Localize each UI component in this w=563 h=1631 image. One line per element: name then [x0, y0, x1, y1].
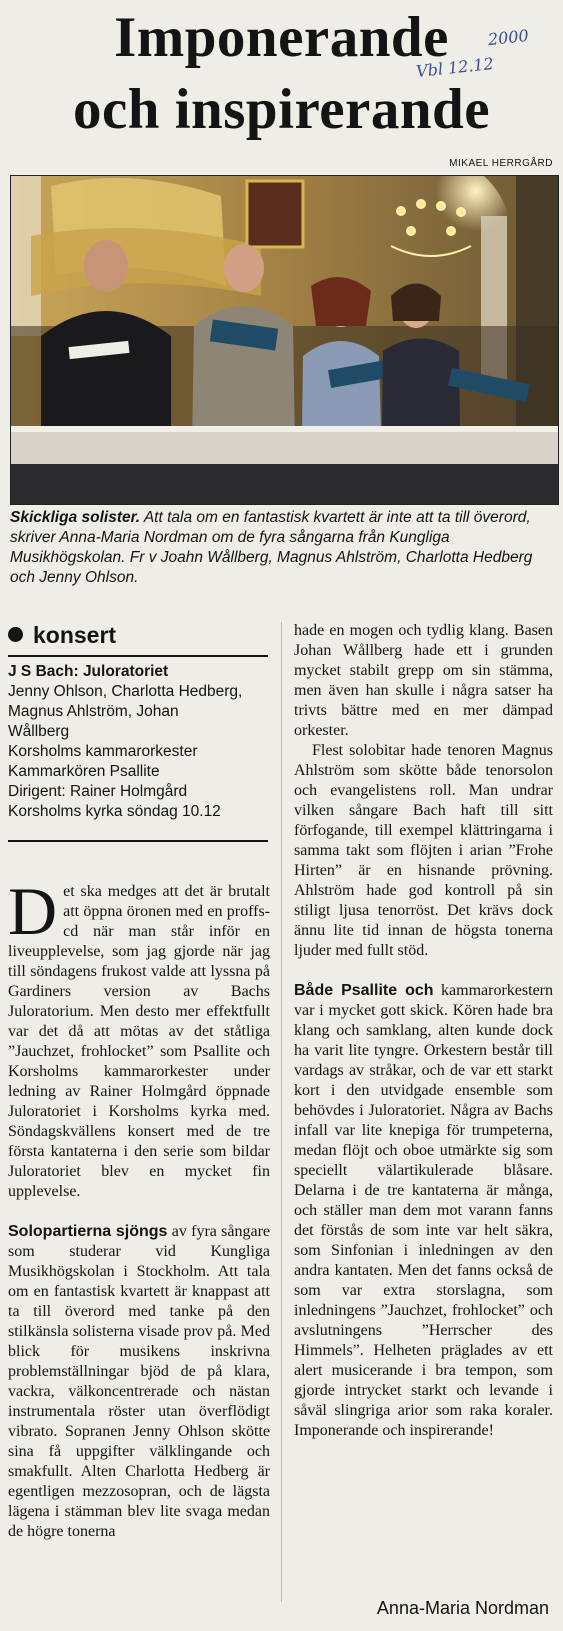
column-divider	[281, 622, 282, 1602]
article-paragraph: Flest solobitar hade tenoren Magnus Ahlström som skötte både tenorsolon och evangelistens roll. Man undrar vilken sångare Bach haft till sitt förfogande, till exempel klättringarna i samma takt som flöjten i arian ”Frohe Hirten” är en hisnande prövning. Ahlström hade god kontroll på sin stiligt ljusa tenorröst. Det krävs dock ännu lite tid innan de högsta tonerna ljuder med fullt stöd.	[294, 742, 553, 959]
paragraph-lead: Solopartierna sjöngs	[8, 1223, 168, 1240]
article-paragraph: Både Psallite och kammarorkestern var i mycket gott skick. Kören hade bra klang och samklang, alten kunde dock ha varit lite tyngre. Orkestern består till vardags av stråkar, och de var ett starkt kort i den utvidgade ensemble som behövdes i Juloratoriet. Några av Bachs infall var lite knepiga för trumpeterna, medan flöjt och oboe utmärkte sig som speciellt välartikulerade blåsare. Delarna i de tre kantaterna är många, och ställer man dem mot varann fanns det förstås de som inte var helt säkra, som Sinfonian i inledningen av den andra kantaten. Men det fanns också de som var extra storslagna, som inledningens ”Jauchzet, frohlocket” och avslutningens ”Herrscher des Himmels”. Helheten präglades av ett alert musicerande i bra tempon, som gjorde intrycket starkt och levande i såväl slingriga arior som raka koraler. Imponerande och inspirerande!	[294, 982, 553, 1439]
section-kicker	[8, 622, 116, 649]
facts-line: Korsholms kyrka söndag 10.12	[8, 803, 221, 820]
headline-line-1: Imponerande	[114, 6, 449, 69]
facts-line: Jenny Ohlson, Charlotta Hedberg,	[8, 683, 243, 700]
facts-line: Kammarkören Psallite	[8, 763, 160, 780]
headline-line-2: och inspirerande	[72, 78, 491, 141]
drop-cap: D	[8, 873, 58, 949]
article-column-right	[294, 621, 553, 1441]
byline: Anna-Maria Nordman	[376, 1598, 549, 1618]
caption-text: Att tala om en fantastisk kvartett är inte att ta till överord, skriver Anna-Maria Nordman om de fyra sångarna från Kungliga Musikhögskolan. Fr v Joahn Wållberg, Magnus Ahlström, Charlotta Hedberg och Jenny Ohlson.	[10, 509, 533, 586]
facts-line: Wållberg	[8, 723, 70, 740]
facts-line: Magnus Ahlström, Johan	[8, 703, 179, 720]
article-column-left	[8, 873, 271, 1542]
concert-title: J S Bach: Juloratoriet	[8, 663, 169, 680]
article-paragraph: Solopartierna sjöngs av fyra sångare som studerar vid Kungliga Musikhögskolan i Stockholm. Att tala om en fantastisk kvartett är knappast att ta till överord med tanke på den stilkänsla solisterna visade prov på. Med blick för musikens inskrivna problemställningar bjöd de på klara, vackra, välkoncentrerade och nästan instrumentala röster utan överflödigt vibrato. Sopranen Jenny Ohlson skötte sina få uppgifter välklingande och smakfullt. Alten Charlotta Hedberg är egentligen mezzosopran, och de lägsta lägena i stämman blev lite svaga medan de högre tonerna	[8, 1223, 271, 1540]
divider	[8, 840, 268, 842]
facts-line: Korsholms kammarorkester	[8, 743, 198, 760]
caption-lead: Skickliga solister.	[10, 509, 141, 526]
article-paragraph: Det ska medges att det är brutalt att öppna öronen med en proffs-cd när man står inför en liveupplevelse, som jag gjorde när jag till söndagens frukost valde att lyssna på Gardiners version av Bachs Juloratorium. Men desto mer effektfullt var det då att mötas av det ståtliga ”Jauchzet, frohlocket” som Psallite och Korsholms kammarorkester under ledning av Rainer Holmgård öppnade Juloratoriet i Korsholms kyrka med. Söndagskvällens konsert med de tre första kantaterna i den serie som bildar Juloratoriet blev en mycket fin upplevelse.	[8, 873, 270, 1200]
facts-line: Dirigent: Rainer Holmgård	[8, 783, 188, 800]
article-paragraph: hade en mogen och tydlig klang. Basen Johan Wållberg hade ett i grunden mycket stabilt grepp om sin stämma, men även han skulle i några satser ha trivts bättre med en mer dämpad orkester.	[294, 622, 553, 739]
kicker-label: konsert	[33, 622, 117, 648]
paragraph-lead: Både Psallite och	[294, 982, 434, 999]
photo-caption	[10, 508, 555, 588]
photo-singers-in-church	[10, 175, 559, 505]
bullet-icon	[8, 627, 23, 642]
photo-credit: MIKAEL HERRGÅRD	[449, 158, 553, 169]
concert-facts	[8, 662, 270, 822]
divider	[8, 655, 268, 657]
handwritten-year: 2000	[487, 25, 530, 50]
handwritten-date: Vbl 12.12	[415, 53, 495, 82]
